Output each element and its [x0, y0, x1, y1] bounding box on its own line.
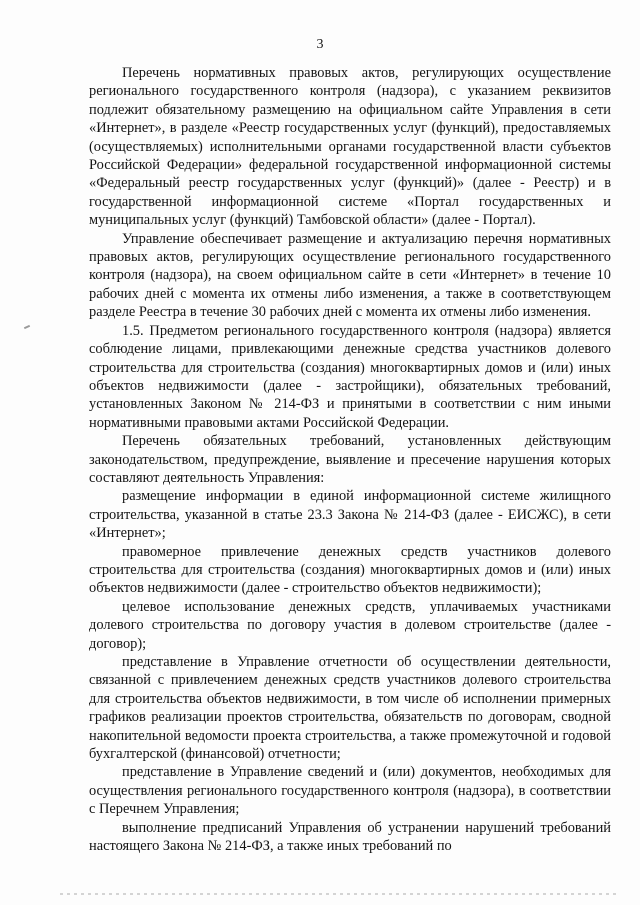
- list-item-prescriptions: выполнение предписаний Управления об устранении нарушений требований настоящего Закона № 214-ФЗ, а также иных требований по: [89, 819, 611, 855]
- list-item-documents: представление в Управление сведений и (или) документов, необходимых для осуществления регионального государственного контроля (надзора), в соответствии с Перечнем Управления;: [89, 764, 611, 818]
- list-item-target-use: целевое использование денежных средств, уплачиваемых участниками долевого строительства по договору участия в долевом строительстве (далее - договор);: [89, 598, 611, 652]
- page-number: 3: [316, 37, 324, 52]
- margin-mark: [24, 325, 30, 329]
- paragraph-npa-update: Управление обеспечивает размещение и актуализацию перечня нормативных правовых актов, регулирующих осуществление регионального государственного контроля (надзора), на своем официальном сайте в сети «Интернет» в течение 10 рабочих дней с момента их отмены либо изменения, а также в соответствующем разделе Реестра в течение 30 рабочих дней с момента их отмены либо изменения.: [89, 230, 611, 321]
- document-body: [89, 64, 611, 855]
- scan-edge-artifact: [60, 893, 620, 895]
- paragraph-subject-of-control: 1.5. Предметом регионального государственного контроля (надзора) является соблюдение лицами, привлекающими денежные средства участников долевого строительства для строительства (создания) многоквартирных домов и (или) иных объектов недвижимости (далее - застройщики), обязательных требований, установленных Законом № 214-ФЗ и принятыми в соответствии с ним иными нормативными правовыми актами Российской Федерации.: [89, 322, 611, 431]
- paragraph-requirements-intro: Перечень обязательных требований, установленных действующим законодательством, предупреждение, выявление и пресечение нарушения которых составляют деятельность Управления:: [89, 433, 611, 486]
- paragraph-npa-list: Перечень нормативных правовых актов, регулирующих осуществление регионального государственного контроля (надзора), с указанием реквизитов подлежит обязательному размещению на официальном сайте Управления в сети «Интернет», в разделе «Реестр государственных услуг (функций), предоставляемых (осуществляемых) исполнительными органами государственной власти субъектов Российской Федерации» федеральной государственной информационной системы «Федеральный реестр государственных услуг (функций)» (далее - Реестр) и в государственной информационной системе «Портал государственных и муниципальных услуг (функций) Тамбовской области» (далее - Портал).: [89, 65, 611, 229]
- list-item-lawful-funds: правомерное привлечение денежных средств участников долевого строительства для строительства (создания) многоквартирных домов и (или) иных объектов недвижимости (далее - строительство объектов недвижимости);: [89, 543, 611, 597]
- list-item-eisjs: размещение информации в единой информационной системе жилищного строительства, указанной в статье 23.3 Закона № 214-ФЗ (далее - ЕИСЖС), в сети «Интернет»;: [89, 488, 611, 542]
- list-item-reporting: представление в Управление отчетности об осуществлении деятельности, связанной с привлечением денежных средств участников долевого строительства для строительства объектов недвижимости, в том числе об исполнении примерных графиков реализации проектов строительства, обязательств по договорам, сводной накопительной ведомости проекта строительства, а также промежуточной и годовой бухгалтерской (финансовой) отчетности;: [89, 654, 611, 763]
